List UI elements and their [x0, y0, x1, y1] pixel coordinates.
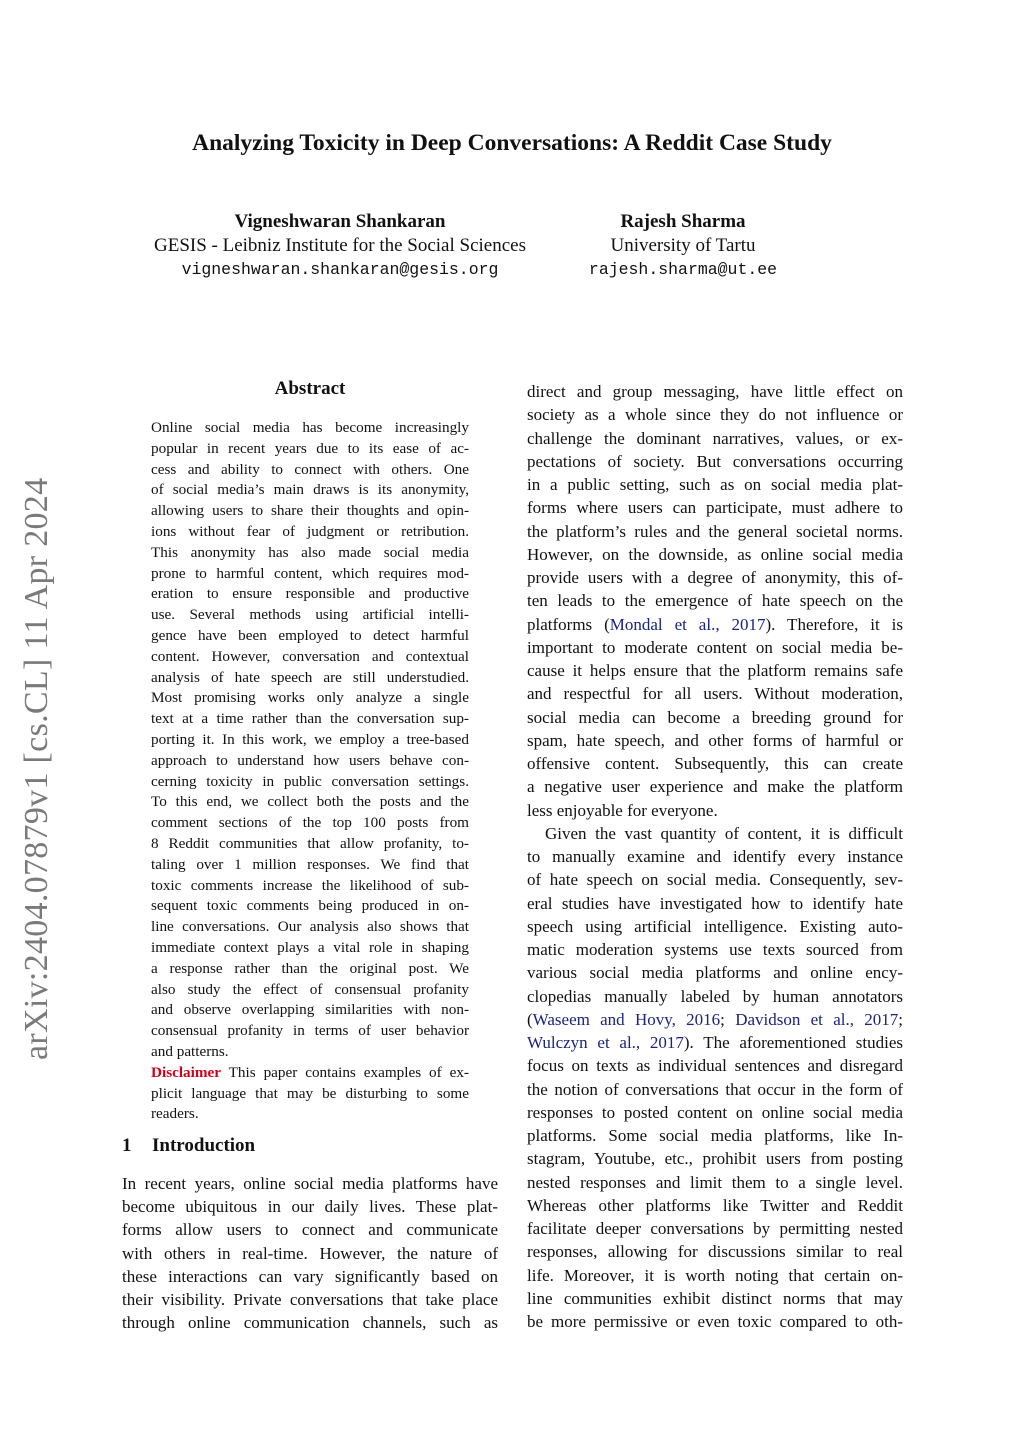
- text-line-with-citation: [527, 1031, 903, 1054]
- text-line: Given the vast quantity of content, it is difficult: [545, 823, 903, 843]
- text-line: facilitate deeper conversations by permitting nested: [527, 1219, 903, 1238]
- text-line: However, on the downside, as online social media: [527, 544, 903, 564]
- text-line: with others in real-time. However, the nature of: [122, 1243, 498, 1263]
- text-line: clopedias manually labeled by human annotators: [527, 986, 903, 1006]
- text-line: important to moderate content on social media be-: [527, 637, 903, 657]
- author-block-1: [130, 210, 550, 282]
- text-line: sequent toxic comments being produced in on-: [151, 897, 469, 915]
- citation-link[interactable]: Davidson et al., 2017: [735, 1009, 899, 1029]
- text-line: also study the effect of consensual profanity: [151, 980, 469, 998]
- disclaimer-line: plicit language that may be disturbing to some: [151, 1084, 469, 1102]
- text-line: society as a whole since they do not influence or: [527, 405, 903, 425]
- text-line: in a public setting, such as on social media plat-: [527, 475, 903, 494]
- text-fragment: ;: [898, 1009, 903, 1029]
- section-title: Introduction: [152, 1135, 256, 1156]
- text-fragment: ). The aforementioned studies: [683, 1033, 903, 1052]
- text-line: line communities exhibit distinct norms that may: [527, 1288, 903, 1308]
- text-line: be more permissive or even toxic compared to oth-: [527, 1312, 903, 1331]
- text-line-with-citation: [527, 613, 903, 636]
- text-line: of social media’s main draws is its anonymity,: [151, 481, 469, 499]
- text-line: toxic comments increase the likelihood of sub-: [151, 876, 469, 894]
- text-line: to manually examine and identify every instance: [527, 847, 903, 866]
- intro-right-column: [527, 380, 903, 1333]
- text-line: these interactions can vary significantly based on: [122, 1266, 498, 1286]
- text-line: challenge the dominant narratives, values, or ex-: [527, 428, 903, 448]
- text-line: Most promising works only analyze a single: [151, 689, 469, 707]
- text-line: their visibility. Private conversations that take place: [122, 1289, 498, 1309]
- text-line: become ubiquitous in our daily lives. These plat-: [122, 1197, 498, 1217]
- text-line: eration to ensure responsible and productive: [151, 585, 469, 603]
- text-line: social media can become a breeding ground for: [527, 707, 903, 727]
- text-fragment: platforms (: [527, 614, 610, 634]
- text-line: immediate context plays a vital role in shaping: [151, 938, 469, 956]
- text-line: content. However, conversation and contextual: [151, 647, 469, 665]
- text-line: less enjoyable for everyone.: [527, 800, 718, 820]
- author-affiliation: GESIS - Leibniz Institute for the Social Sciences: [154, 235, 526, 256]
- text-fragment: ). Therefore, it is: [765, 614, 903, 634]
- author-block-2: [570, 210, 796, 282]
- author-name: Vigneshwaran Shankaran: [234, 211, 446, 232]
- text-line: and respectful for all users. Without moderation,: [527, 684, 903, 704]
- text-line: gence have been employed to detect harmful: [151, 626, 469, 644]
- text-line: responses, allowing for discussions similar to real: [527, 1242, 903, 1262]
- text-line: direct and group messaging, have little effect on: [527, 382, 903, 401]
- author-email: rajesh.sharma@ut.ee: [588, 260, 778, 279]
- text-line: various social media platforms and online ency-: [527, 963, 903, 983]
- text-line: responses to posted content on online social media: [527, 1102, 903, 1122]
- disclaimer-line: [151, 1063, 469, 1084]
- paper-title: Analyzing Toxicity in Deep Conversations: A Reddit Case Study: [192, 130, 832, 156]
- arxiv-identifier: arXiv:2404.07879v1 [cs.CL] 11 Apr 2024: [18, 477, 55, 1060]
- text-line: This anonymity has also made social media: [151, 543, 469, 561]
- abstract-heading: Abstract: [274, 378, 346, 399]
- text-line: use. Several methods using artificial intelli-: [151, 606, 469, 624]
- text-line: analysis of hate speech are still understudied.: [151, 668, 469, 686]
- text-line: provide users with a degree of anonymity, this of-: [527, 568, 903, 587]
- text-line: stagram, Youtube, etc., prohibit users from posting: [527, 1149, 903, 1169]
- text-line: eral studies have investigated how to identify hate: [527, 893, 903, 913]
- text-line: offensive content. Subsequently, this can create: [527, 754, 903, 773]
- citation-link[interactable]: Mondal et al., 2017: [609, 614, 766, 634]
- text-line: cause it helps ensure that the platform remains safe: [527, 661, 903, 680]
- text-fragment: ;: [720, 1009, 736, 1029]
- section-number: 1: [122, 1135, 132, 1156]
- text-line: a response rather than the original post. We: [151, 959, 469, 977]
- text-line: spam, hate speech, and other forms of harmful or: [527, 730, 903, 750]
- intro-left-column: [122, 1172, 498, 1334]
- text-line: the platform’s rules and the general societal norms.: [527, 521, 903, 541]
- text-line: To this end, we collect both the posts and the: [151, 793, 469, 811]
- text-line: nested responses and limit them to a single level.: [527, 1172, 903, 1192]
- abstract-body: [151, 418, 469, 1125]
- text-line: platforms. Some social media platforms, like In-: [527, 1126, 903, 1145]
- text-line: and patterns.: [151, 1042, 229, 1060]
- text-line: cerning toxicity in public conversation settings.: [151, 772, 469, 790]
- text-line: forms where users can participate, must adhere to: [527, 498, 903, 518]
- text-line: pectations of society. But conversations occurring: [527, 451, 903, 471]
- text-fragment: (: [527, 1009, 533, 1029]
- citation-link[interactable]: Waseem and Hovy, 2016: [532, 1009, 721, 1029]
- abstract-text: [151, 418, 469, 1063]
- disclaimer-line: readers.: [151, 1105, 199, 1123]
- text-line: cess and ability to connect with others. One: [151, 460, 469, 478]
- text-line: Whereas other platforms like Twitter and Reddit: [527, 1195, 903, 1215]
- text-line: matic moderation systems use texts sourced from: [527, 940, 903, 959]
- text-line: In recent years, online social media platforms have: [122, 1174, 498, 1193]
- text-line: speech using artificial intelligence. Existing auto-: [527, 916, 903, 936]
- text-line: porting it. In this work, we employ a tree-based: [151, 730, 469, 748]
- text-line: through online communication channels, such as: [122, 1313, 498, 1333]
- text-line: 8 Reddit communities that allow profanity, to-: [151, 834, 469, 852]
- text-line: ions without fear of judgment or retribution.: [151, 522, 469, 540]
- author-email: vigneshwaran.shankaran@gesis.org: [181, 260, 499, 279]
- paragraph-1-part-a: [527, 380, 903, 613]
- paragraph-2-part-a: [527, 822, 903, 1008]
- paragraph-1-part-b: [527, 636, 903, 822]
- text-line: comment sections of the top 100 posts from: [151, 814, 469, 832]
- text-line: the notion of conversations that occur in the form of: [527, 1079, 903, 1099]
- paragraph-2-part-b: [527, 1054, 903, 1333]
- author-affiliation: University of Tartu: [610, 235, 756, 256]
- text-line: life. Moreover, it is worth noting that certain on-: [527, 1265, 903, 1285]
- text-line: text at a time rather than the conversation sup-: [151, 710, 469, 728]
- text-line: prone to harmful content, which requires mod-: [151, 564, 469, 582]
- text-line: taling over 1 million responses. We find that: [151, 855, 469, 873]
- text-line: allowing users to share their thoughts and opin-: [151, 502, 469, 520]
- text-line: focus on texts as individual sentences and disregard: [527, 1056, 903, 1076]
- disclaimer-label: Disclaimer: [151, 1063, 222, 1081]
- text-line: Online social media has become increasingly: [151, 419, 469, 436]
- text-line: forms allow users to connect and communicate: [122, 1220, 498, 1240]
- text-line: of hate speech on social media. Consequently, sev-: [527, 870, 903, 890]
- text-line: approach to understand how users behave con-: [151, 751, 469, 769]
- citation-link[interactable]: Wulczyn et al., 2017: [527, 1033, 684, 1052]
- author-name: Rajesh Sharma: [620, 211, 746, 232]
- text-line-with-citation: [527, 1008, 903, 1031]
- text-line: popular in recent years due to its ease of ac-: [151, 439, 469, 457]
- disclaimer-text: This paper contains examples of ex-: [221, 1063, 469, 1081]
- text-line: line conversations. Our analysis also shows that: [151, 918, 469, 936]
- text-line: ten leads to the emergence of hate speech on the: [527, 591, 903, 611]
- section-heading: [122, 1135, 255, 1157]
- text-line: and observe overlapping similarities with non-: [151, 1001, 469, 1019]
- text-line: a negative user experience and make the platform: [527, 777, 903, 797]
- text-line: consensual profanity in terms of user behavior: [151, 1022, 469, 1040]
